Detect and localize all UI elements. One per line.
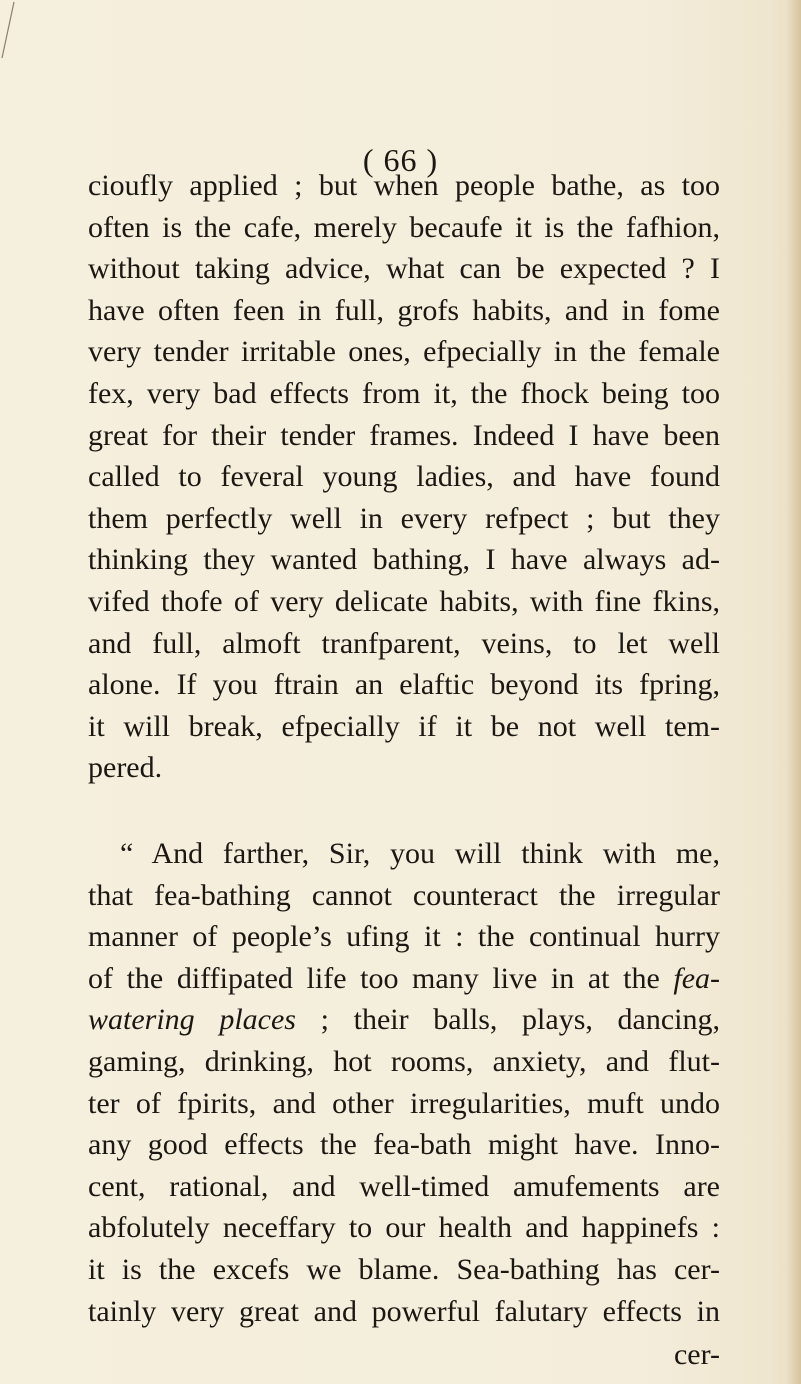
text-line: often is the cafe, merely becaufe it is the fafhion,	[88, 210, 720, 244]
text-line: called to feveral young ladies, and have found	[88, 460, 720, 494]
text-line: watering places ; their balls, plays, dancing,	[88, 1003, 720, 1037]
text-line: it will break, efpecially if it be not well tem-	[88, 709, 720, 743]
text-line: of the diffipated life too many live in at the fea-	[88, 961, 720, 995]
text-line: vifed thofe of very delicate habits, with fine fkins,	[88, 585, 720, 618]
italic-phrase-part: watering places	[88, 1003, 296, 1037]
text-line: very tender irritable ones, efpecially in the female	[88, 335, 720, 369]
text-line: and full, almoft tranfparent, veins, to let well	[88, 626, 720, 660]
page-corner-mark	[0, 0, 20, 60]
page-number: ( 66 )	[362, 142, 439, 178]
text-line: without taking advice, what can be expected ? I	[88, 252, 720, 286]
text-line: ter of fpirits, and other irregularities, muft undo	[88, 1086, 720, 1120]
text-line: any good effects the fea-bath might have. Inno-	[88, 1128, 720, 1162]
text-line: fex, very bad effects from it, the fhock being too	[88, 377, 720, 410]
page-edge-shadow	[787, 0, 801, 1384]
text-line: abfolutely neceffary to our health and happinefs :	[88, 1211, 720, 1245]
text-line: it is the excefs we blame. Sea-bathing has cer-	[88, 1253, 720, 1286]
text-line: “ And farther, Sir, you will think with me,	[120, 837, 720, 870]
text-line: alone. If you ftrain an elaftic beyond its fpring,	[88, 668, 720, 702]
text-line: tainly very great and powerful falutary effects in	[88, 1294, 720, 1328]
text-line: have often feen in full, grofs habits, and in fome	[88, 293, 720, 327]
catchword: cer-	[673, 1338, 720, 1372]
text-line: them perfectly well in every refpect ; but they	[88, 501, 720, 535]
italic-phrase-part: fea-	[673, 961, 720, 995]
text-line: gaming, drinking, hot rooms, anxiety, and flut-	[88, 1045, 720, 1078]
text-line: cent, rational, and well-timed amufements are	[88, 1169, 720, 1203]
text-line: great for their tender frames. Indeed I have been	[88, 418, 720, 452]
text-line: cioufly applied ; but when people bathe, as too	[88, 169, 720, 202]
text-line: thinking they wanted bathing, I have always ad-	[88, 543, 720, 577]
text-line: manner of people’s ufing it : the continual hurry	[88, 920, 720, 954]
text-line: that fea-bathing cannot counteract the irregular	[88, 878, 720, 912]
text-line: pered.	[88, 751, 163, 785]
